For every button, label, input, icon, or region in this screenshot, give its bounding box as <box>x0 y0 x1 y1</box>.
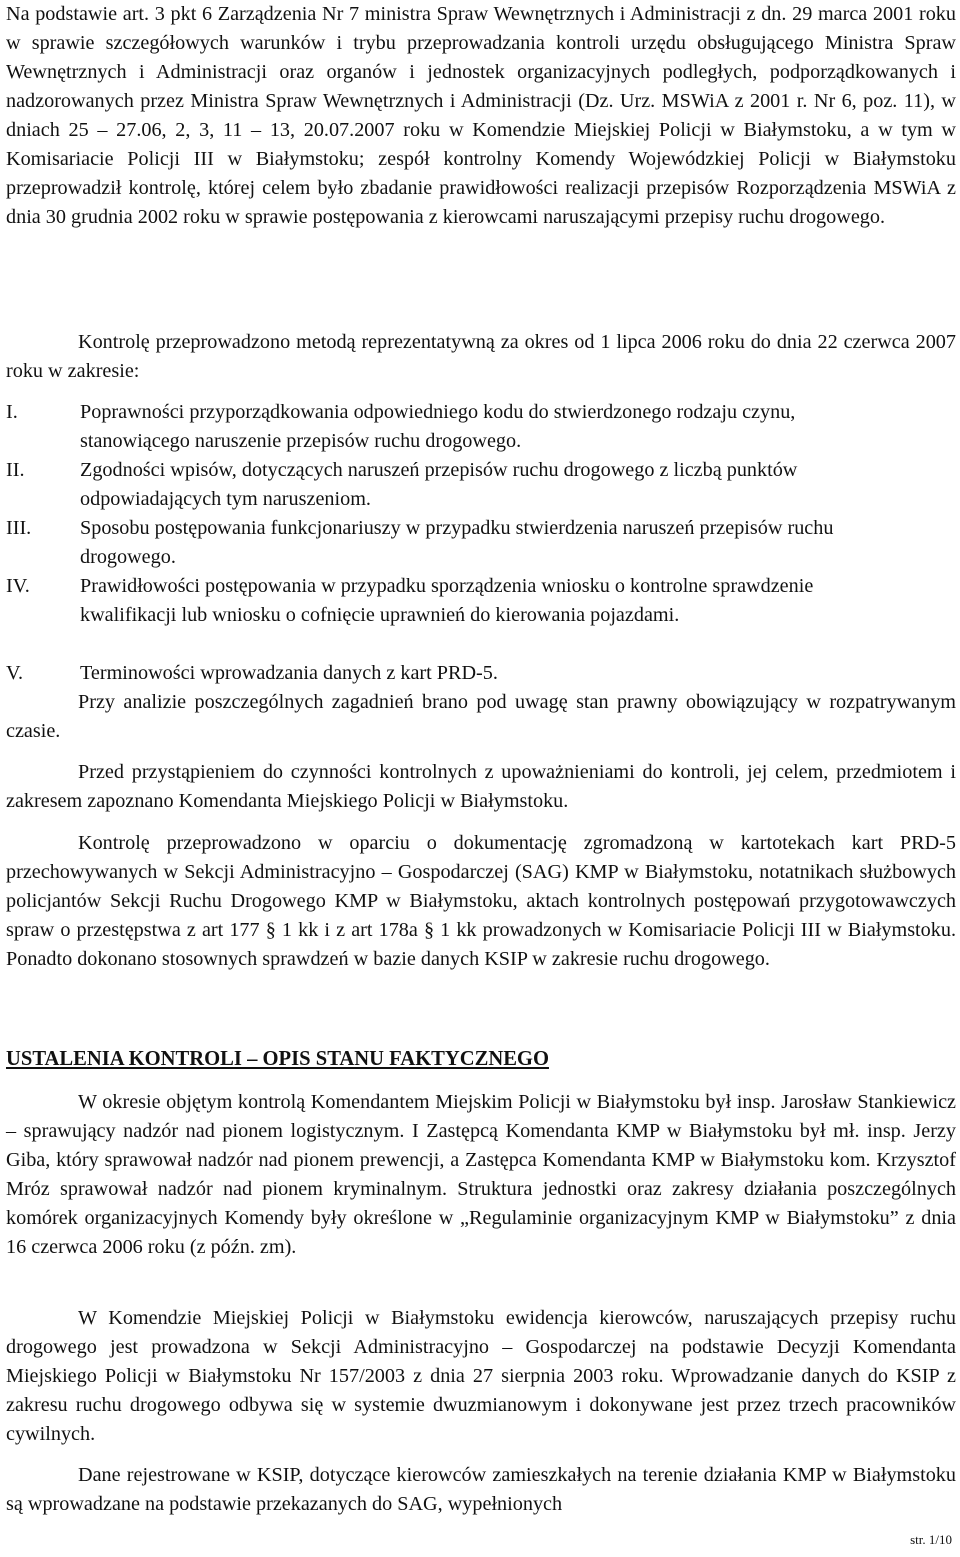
list-item-number: V. <box>6 662 24 684</box>
list-item-text: Prawidłowości postępowania w przypadku sporządzenia wniosku o kontrolne sprawdzenie kwalifikacji lub wniosku o cofnięcie uprawnień do kierowania pojazdami. <box>80 575 814 626</box>
list-item-number: I. <box>6 401 18 423</box>
list-item-number: III. <box>6 517 32 539</box>
list-item-text: Sposobu postępowania funkcjonariuszy w przypadku stwierdzenia naruszeń przepisów ruchu drogowego. <box>80 517 834 568</box>
paragraph-legal-basis: Na podstawie art. 3 pkt 6 Zarządzenia Nr 7 ministra Spraw Wewnętrznych i Administracji z dn. 29 marca 2001 roku w sprawie szczegółowych warunków i trybu przeprowadzania kontroli urzędu obsługującego Ministra Spraw Wewnętrznych i Administracji oraz organów i jednostek organizacyjnych podległych, podporządkowanych i nadzorowanych przez Ministra Spraw Wewnętrznych i Administracji (Dz. Urz. MSWiA z 2001 r. Nr 6, poz. 11), w dniach 25 – 27.06, 2, 3, 11 – 13, 20.07.2007 roku w Komendzie Miejskiej Policji w Białymstoku, a w tym w Komisariacie Policji III w Białymstoku; zespół kontrolny Komendy Wojewódzkiej Policji w Białymstoku przeprowadził kontrolę, której celem było zbadanie prawidłowości realizacji przepisów Rozporządzenia MSWiA z dnia 30 grudnia 2002 roku w sprawie postępowania z kierowcami naruszającymi przepisy ruchu drogowego. <box>6 3 956 228</box>
list-item-text: Terminowości wprowadzania danych z kart PRD-5. <box>80 662 498 684</box>
list-item-text: Zgodności wpisów, dotyczących naruszeń przepisów ruchu drogowego z liczbą punktów odpowiadających tym naruszeniom. <box>80 459 798 510</box>
list-item-number: IV. <box>6 575 30 597</box>
paragraph-management: W okresie objętym kontrolą Komendantem Miejskim Policji w Białymstoku był insp. Jarosław Stankiewicz – sprawujący nadzór nad pionem logistycznym. I Zastępcą Komendanta KMP w Białymstoku był mł. insp. Jerzy Giba, który sprawował nadzór nad pionem prewencji, a Zastępca Komendanta KMP w Białymstoku kom. Krzysztof Mróz sprawował nadzór nad pionem kryminalnym. Struktura jednostki oraz zakresy działania poszczególnych komórek organizacyjnych Komendy były określone w „Regulaminie organizacyjnym KMP w Białymstoku” z dnia 16 czerwca 2006 roku (z późn. zm). <box>6 1091 956 1258</box>
page-number: str. 1/10 <box>910 1532 952 1547</box>
section-heading: USTALENIA KONTROLI – OPIS STANU FAKTYCZNEGO <box>6 1048 549 1070</box>
list-item-text: Poprawności przyporządkowania odpowiedniego kodu do stwierdzonego rodzaju czynu, stanowiącego naruszenie przepisów ruchu drogowego. <box>80 401 796 452</box>
list-item-number: II. <box>6 459 25 481</box>
paragraph-documentation: Kontrolę przeprowadzono w oparciu o dokumentację zgromadzoną w kartotekach kart PRD-5 przechowywanych w Sekcji Administracyjno – Gospodarczej (SAG) KMP w Białymstoku, notatnikach służbowych policjantów Sekcji Ruchu Drogowego KMP w Białymstoku, aktach kontrolnych postępowań przygotowawczych spraw o przestępstwa z art 177 § 1 kk i z art 178a § 1 kk prowadzonych w Komisariacie Policji III w Białymstoku. Ponadto dokonano stosownych sprawdzeń w bazie danych KSIP w zakresie ruchu drogowego. <box>6 832 956 970</box>
paragraph-records: W Komendzie Miejskiej Policji w Białymstoku ewidencja kierowców, naruszających przepisy ruchu drogowego jest prowadzona w Sekcji Administracyjno – Gospodarczej na podstawie Decyzji Komendanta Miejskiego Policji w Białymstoku Nr 157/2003 z dnia 27 sierpnia 2003 roku. Wprowadzanie danych do KSIP z zakresu ruchu drogowego odbywa się w systemie dwuzmianowym i dokonywane jest przez trzech pracowników cywilnych. <box>6 1307 956 1445</box>
paragraph-method: Kontrolę przeprowadzono metodą reprezentatywną za okres od 1 lipca 2006 roku do dnia 22 czerwca 2007 roku w zakresie: <box>6 331 956 382</box>
paragraph-ksip-data: Dane rejestrowane w KSIP, dotyczące kierowców zamieszkałych na terenie działania KMP w Białymstoku są wprowadzane na podstawie przekazanych do SAG, wypełnionych <box>6 1464 956 1515</box>
paragraph-legal-state: Przy analizie poszczególnych zagadnień brano pod uwagę stan prawny obowiązujący w rozpatrywanym czasie. <box>6 691 956 742</box>
paragraph-authorization: Przed przystąpieniem do czynności kontrolnych z upoważnieniami do kontroli, jej celem, przedmiotem i zakresem zapoznano Komendanta Miejskiego Policji w Białymstoku. <box>6 761 956 812</box>
